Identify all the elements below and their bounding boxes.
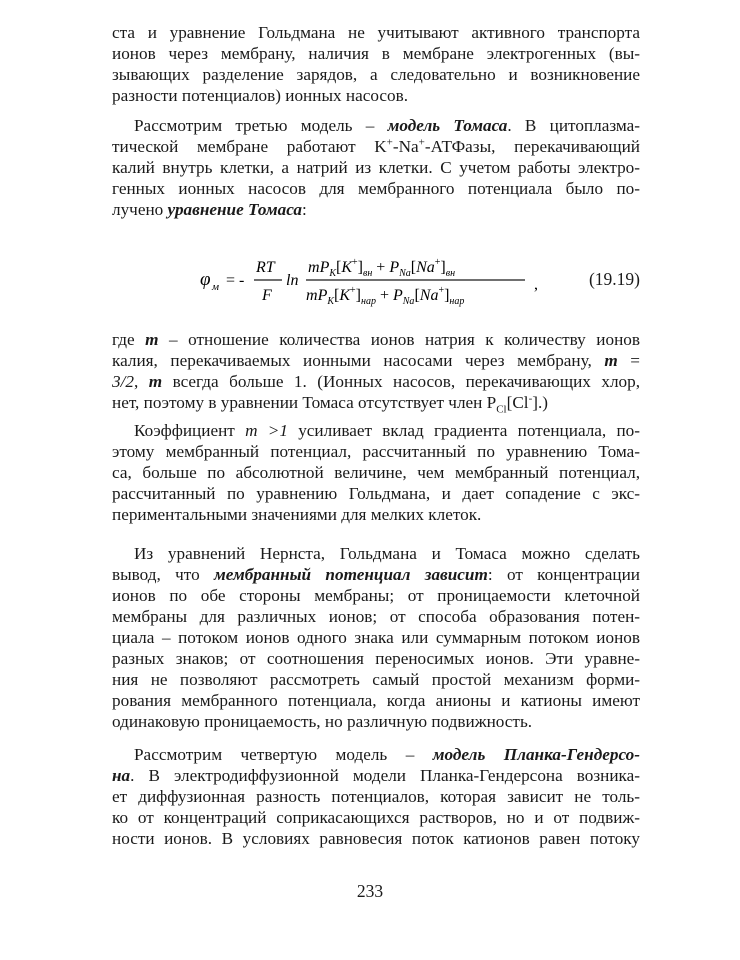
text-line [112, 329, 640, 351]
text-line [134, 420, 640, 442]
term-membrane-potential-depends: мембранный потенциал зависит [214, 565, 488, 584]
text-line: ста и уравнение Гольдмана не учитывают активного транспорта [112, 23, 640, 42]
text-line [112, 564, 640, 586]
text-run: = [617, 351, 640, 370]
text-run: Коэффициент [134, 421, 246, 440]
text-run: лучено [112, 200, 168, 219]
denominator: $mP_K[K^+]_{нар} + P_{Na}[Na^+]_{нар}$ [306, 285, 465, 307]
term-model-thomas: модель Томаса [387, 116, 508, 135]
text-line: Из уравнений Нернста, Гольдмана и Томаса можно сделать [134, 544, 640, 563]
equation-number: (19.19) [588, 269, 640, 289]
text-line: зывающих разделение зарядов, а следовательно и возникновение [112, 65, 640, 84]
value-three-halves: 3/2 [112, 372, 134, 391]
text-run: калия, перекачиваемых ионными насосами через мембрану, [112, 351, 605, 370]
text-line: разных знаков; от соотношения переносимых ионов. Эти уравне- [112, 649, 640, 668]
text-run: – отношение количества ионов натрия к количеству ионов [158, 330, 640, 349]
text-run: [Cl [506, 393, 529, 412]
equation-comma: , [534, 276, 538, 293]
phi-symbol: φ [200, 269, 211, 290]
var-m: m [145, 330, 159, 349]
text-line: ко от концентраций соприкасающихся растворов, но и от подвиж- [112, 808, 640, 827]
text-line: разности потенциалов) ионных насосов. [112, 86, 408, 105]
text-line [112, 136, 640, 158]
text-run: нет, поэтому в уравнении Томаса отсутствует член P [112, 393, 497, 412]
numerator: $mP_K[K^+]_{вн} + P_{Na}[Na^+]_{вн}$ [308, 257, 456, 279]
text-line: калий внутрь клетки, а натрий из клетки. С учетом работы электро- [112, 158, 640, 177]
equation-svg [200, 247, 640, 311]
text-run: , [133, 372, 149, 391]
phi-subscript: м [212, 281, 220, 293]
rt-numerator: RT [256, 259, 275, 276]
term-planck-henderson-model: модель Планка-Гендерсо- [432, 745, 640, 764]
term-thomas-equation: уравнение Томаса [167, 200, 302, 219]
text-line: ет диффузионная разность потенциалов, которая зависит не толь- [112, 787, 640, 806]
text-run: -Na [392, 137, 419, 156]
ln-symbol: ln [286, 272, 299, 289]
text-run: : [301, 200, 307, 219]
text-line [112, 392, 640, 414]
term-planck-henderson-model-end: на [112, 766, 131, 785]
text-line: циала – потоком ионов одного знака или суммарным потоком ионов [112, 628, 640, 647]
text-line: генных ионных насосов для мембранного потенциала было по- [112, 179, 640, 198]
text-run: . В цитоплазма- [507, 116, 640, 135]
text-line: периментальными значениями для мелких клеток. [112, 505, 482, 524]
superscript: + [386, 136, 393, 149]
text-line: ионов через мембрану, наличия в мембране электрогенных (вы- [112, 44, 640, 63]
text-line: са, больше по абсолютной величине, чем мембранный потенциал, [112, 463, 640, 482]
text-line: рования мембранного потенциала, когда анионы и катионы имеют [112, 691, 640, 710]
text-line [134, 115, 640, 137]
text-line: этому мембранный потенциал, рассчитанный по уравнению Тома- [112, 442, 640, 461]
text-line [112, 371, 640, 393]
page-number: 233 [356, 881, 384, 901]
text-run: всегда больше 1. (Ионных насосов, перекачивающих хлор, [162, 372, 641, 391]
text-run: : от концентрации [487, 565, 640, 584]
text-run: . В электродиффузионной модели Планка-Гендерсона возника- [130, 766, 640, 785]
text-run: вывод, что [112, 565, 214, 584]
equals-minus: = - [226, 272, 245, 289]
text-line: ионов по обе стороны мембраны; от проницаемости клеточной [112, 586, 640, 605]
text-line: рассчитанный по уравнению Гольдмана, и дает сопадение с экс- [112, 484, 640, 503]
subscript: Cl [496, 403, 507, 416]
text-line [112, 765, 640, 787]
text-run: усиливает вклад градиента потенциала, по- [287, 421, 640, 440]
superscript: - [528, 392, 533, 405]
var-m: m [604, 351, 618, 370]
expr-m-gt-1: m >1 [245, 421, 288, 440]
text-line: мембраны для различных ионов; от способа образования потен- [112, 607, 640, 626]
text-line [112, 350, 640, 372]
text-run: Рассмотрим третью модель – [134, 116, 388, 135]
var-m: m [148, 372, 163, 391]
text-line [112, 199, 640, 221]
text-run: где [112, 330, 146, 349]
text-run: Рассмотрим четвертую модель – [134, 745, 433, 764]
superscript: + [418, 136, 425, 149]
text-run: -АТФазы, перекачивающий [424, 137, 640, 156]
text-line: ния не позволяют рассмотреть самый простой механизм форми- [112, 670, 640, 689]
text-run: тической мембране работают K [112, 137, 387, 156]
text-line: одинаковую проницаемость, но различную подвижность. [112, 712, 533, 731]
f-denominator: F [262, 287, 272, 304]
text-run: ].) [532, 393, 548, 412]
text-line [134, 744, 640, 766]
thomas-equation [200, 247, 640, 311]
text-line: ности ионов. В условиях равновесия поток катионов равен потоку [112, 829, 640, 848]
